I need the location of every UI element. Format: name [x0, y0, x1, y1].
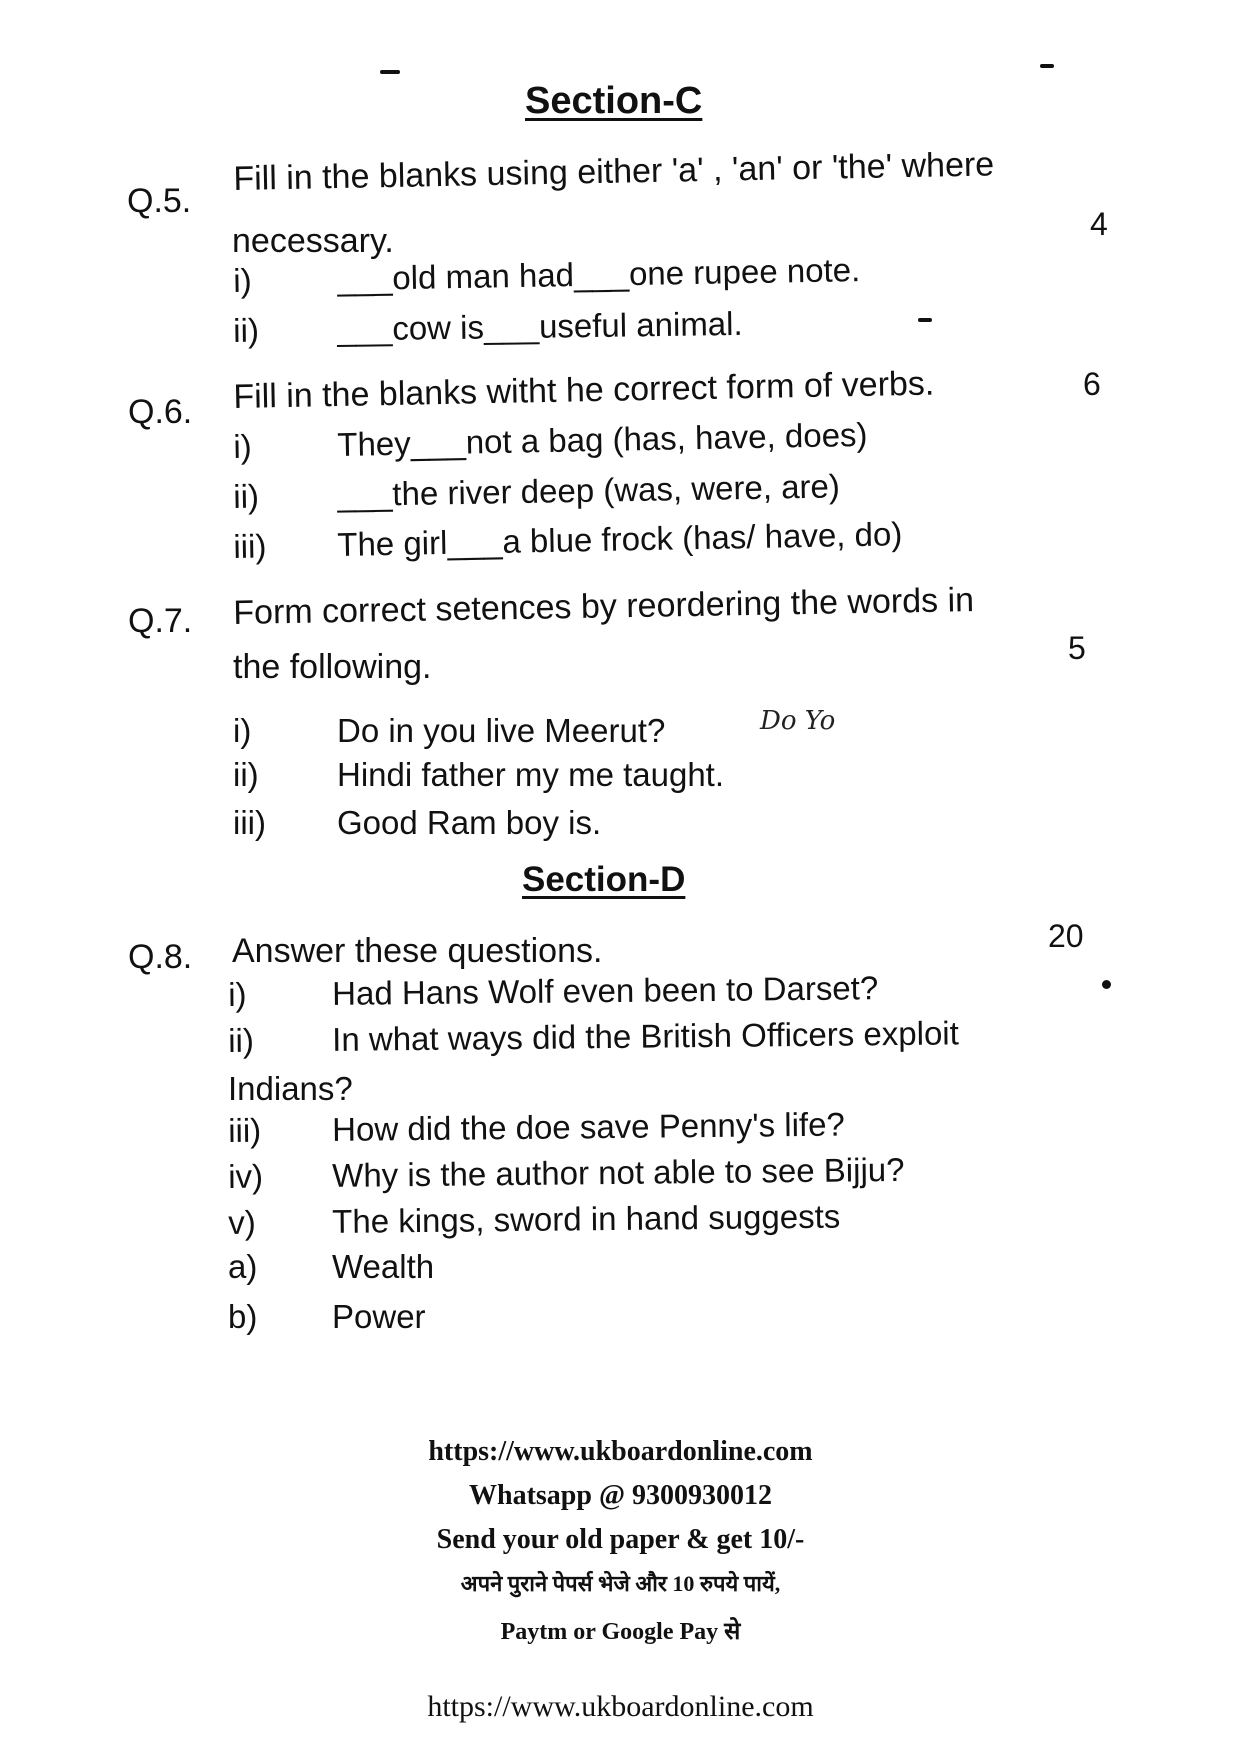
- q8-item: [228, 1106, 845, 1150]
- item-text: In what ways did the British Officers exploit: [331, 1014, 960, 1058]
- item-text: The kings, sword in hand suggests: [331, 1197, 841, 1240]
- section-c-title: Section-C: [525, 80, 703, 122]
- item-number: ii): [233, 311, 260, 349]
- q6-item: [233, 467, 840, 516]
- bottom-url[interactable]: https://www.ukboardonline.com: [427, 1690, 814, 1723]
- q7-text-line2: the following.: [233, 648, 432, 686]
- footer-payment: Paytm or Google Pay से: [500, 1619, 741, 1645]
- item-text: Hindi father my me taught.: [337, 756, 725, 793]
- item-text: Had Hans Wolf even been to Darset?: [331, 969, 879, 1012]
- q8-item: [228, 1014, 959, 1060]
- q8-item: [228, 1298, 426, 1336]
- item-number: v): [228, 1203, 256, 1241]
- item-text: ___cow is___useful animal.: [336, 304, 743, 348]
- q7-item: [233, 712, 665, 750]
- item-number: iii): [228, 1111, 262, 1149]
- item-text: They___not a bag (has, have, does): [336, 415, 868, 463]
- q6-text-line1: Fill in the blanks witht he correct form of verbs.: [233, 364, 935, 416]
- stray-mark: [918, 318, 932, 322]
- item-number: ii): [233, 477, 260, 515]
- q8-item: [228, 969, 878, 1014]
- item-text: Good Ram boy is.: [337, 804, 602, 841]
- section-d-title: Section-D: [522, 860, 686, 899]
- q6-number: Q.6.: [128, 393, 193, 431]
- item-number: a): [228, 1248, 258, 1285]
- item-number: i): [233, 427, 253, 465]
- item-number: i): [228, 975, 247, 1013]
- q7-item: [233, 756, 724, 794]
- item-text: ___old man had___one rupee note.: [336, 251, 861, 298]
- item-number: ii): [228, 1021, 255, 1059]
- q5-text-line1: Fill in the blanks using either 'a' , 'an' or 'the' where: [233, 145, 995, 198]
- handwritten-note: Do Yo: [760, 706, 836, 736]
- footer-whatsapp: Whatsapp @ 9300930012: [469, 1480, 772, 1511]
- q6-item: [233, 515, 903, 566]
- q8-item: [228, 1070, 353, 1108]
- q5-number: Q.5.: [127, 182, 192, 220]
- item-text: How did the doe save Penny's life?: [331, 1105, 845, 1148]
- q8-marks: 20: [1048, 918, 1084, 954]
- q6-marks: 6: [1083, 366, 1101, 402]
- stray-dot: [1102, 980, 1111, 989]
- item-text: The girl___a blue frock (has/ have, do): [336, 515, 903, 563]
- stray-mark: [1040, 64, 1054, 68]
- item-text: Why is the author not able to see Bijju?: [331, 1150, 905, 1194]
- q5-marks: 4: [1090, 206, 1108, 242]
- q5-item: [233, 305, 743, 350]
- q7-text-line1: Form correct setences by reordering the words in: [233, 581, 975, 632]
- item-number: iv): [228, 1157, 264, 1195]
- q8-item: [228, 1198, 840, 1242]
- item-text: Indians?: [228, 1070, 353, 1107]
- item-text: ___the river deep (was, were, are): [336, 467, 841, 514]
- q6-item: [233, 416, 868, 466]
- q8-number: Q.8.: [128, 938, 193, 976]
- item-text: Do in you live Meerut?: [337, 712, 666, 749]
- item-number: i): [233, 261, 252, 299]
- q8-item: [228, 1151, 905, 1196]
- q8-item: [228, 1248, 434, 1286]
- item-text: Power: [332, 1298, 426, 1335]
- item-number: ii): [233, 756, 259, 793]
- q7-marks: 5: [1068, 630, 1086, 666]
- footer-offer: Send your old paper & get 10/-: [436, 1524, 805, 1555]
- q8-text-line1: Answer these questions.: [232, 932, 603, 970]
- footer-url[interactable]: https://www.ukboardonline.com: [428, 1436, 813, 1467]
- item-number: iii): [233, 804, 266, 841]
- q5-text-line2: necessary.: [232, 222, 394, 260]
- stray-mark: [380, 70, 400, 74]
- item-text: Wealth: [332, 1248, 435, 1285]
- item-number: b): [228, 1298, 258, 1335]
- q7-number: Q.7.: [128, 602, 193, 640]
- item-number: i): [233, 712, 252, 749]
- q7-item: [233, 804, 601, 842]
- footer-hindi: अपने पुराने पेपर्स भेजे और 10 रुपये पायें,: [460, 1571, 781, 1596]
- item-number: iii): [233, 527, 267, 565]
